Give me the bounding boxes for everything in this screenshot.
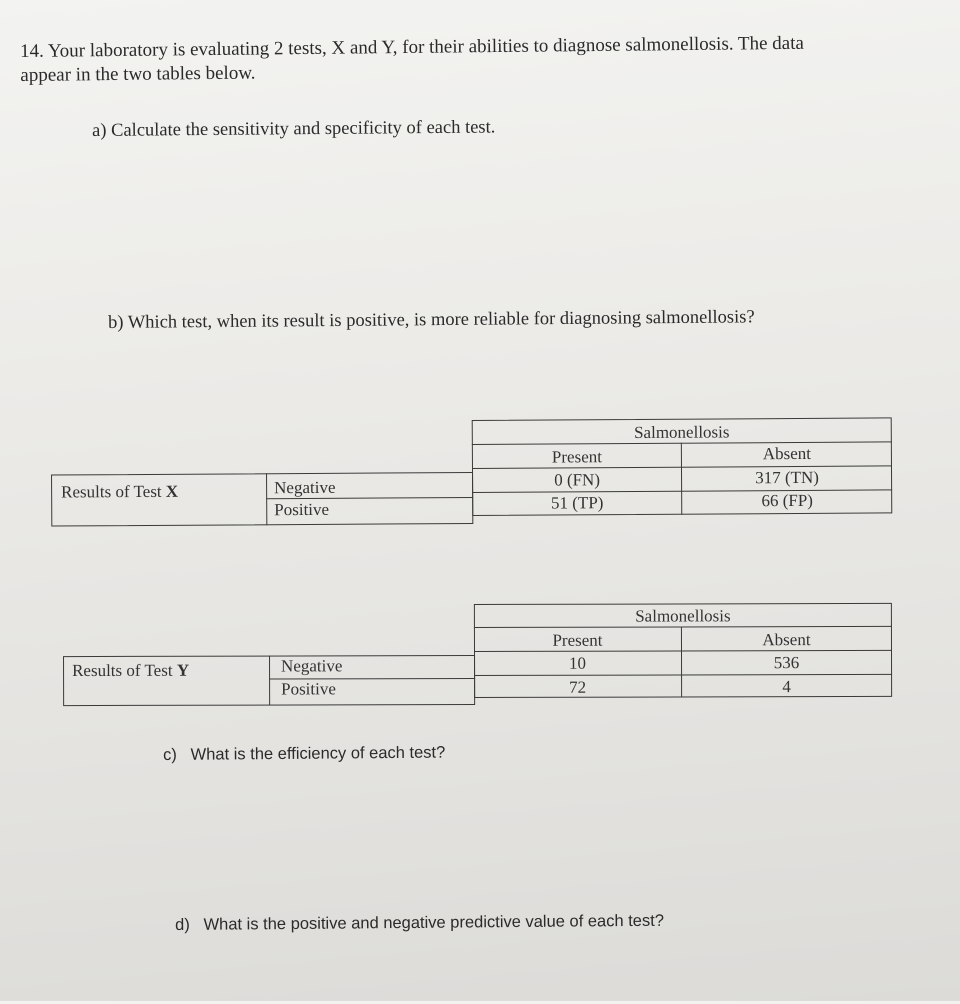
- table-y-pos-absent: 4: [782, 677, 791, 697]
- table-y-neg-absent: 536: [773, 653, 800, 673]
- table-x-col-present: Present: [551, 447, 602, 467]
- table-y-neg-present: 10: [569, 653, 587, 673]
- table-y-header: Salmonellosis: [635, 606, 731, 626]
- table-y-row-positive: Positive: [281, 679, 336, 699]
- table-x-neg-absent: 317 (TN): [755, 467, 819, 488]
- part-d-text: What is the positive and negative predictive value of each test?: [203, 911, 665, 934]
- part-d: [175, 910, 664, 936]
- part-c: [163, 742, 445, 766]
- part-b: b) Which test, when its result is positive, is more reliable for diagnosing salmonellosis?: [108, 307, 755, 333]
- part-a: a) Calculate the sensitivity and specificity of each test.: [92, 117, 496, 141]
- table-y-row-label: Results of Test Y: [72, 660, 190, 681]
- table-x-header: Salmonellosis: [634, 422, 730, 442]
- table-x-neg-present: 0 (FN): [554, 470, 601, 490]
- table-y-col-present: Present: [552, 630, 603, 650]
- question-text-2: appear in the two tables below.: [20, 62, 256, 86]
- table-y-row-negative: Negative: [281, 656, 343, 676]
- table-y-pos-present: 72: [569, 677, 587, 697]
- question-text-1: Your laboratory is evaluating 2 tests, X and Y, for their abilities to diagnose salmonellosis. The data: [47, 32, 804, 62]
- question-number: 14.: [20, 40, 44, 62]
- table-y-col-absent: Absent: [762, 630, 811, 650]
- table-x-pos-present: 51 (TP): [550, 493, 604, 513]
- part-d-label: d): [175, 915, 190, 934]
- table-x-row-label: Results of Test X: [61, 481, 179, 502]
- table-x-pos-absent: 66 (FP): [761, 490, 813, 511]
- table-x-col-absent: Absent: [762, 443, 812, 464]
- part-c-label: c): [163, 745, 177, 764]
- table-x-row-positive: Positive: [274, 499, 330, 520]
- table-x-row-negative: Negative: [274, 477, 336, 498]
- part-c-text: What is the efficiency of each test?: [190, 743, 446, 764]
